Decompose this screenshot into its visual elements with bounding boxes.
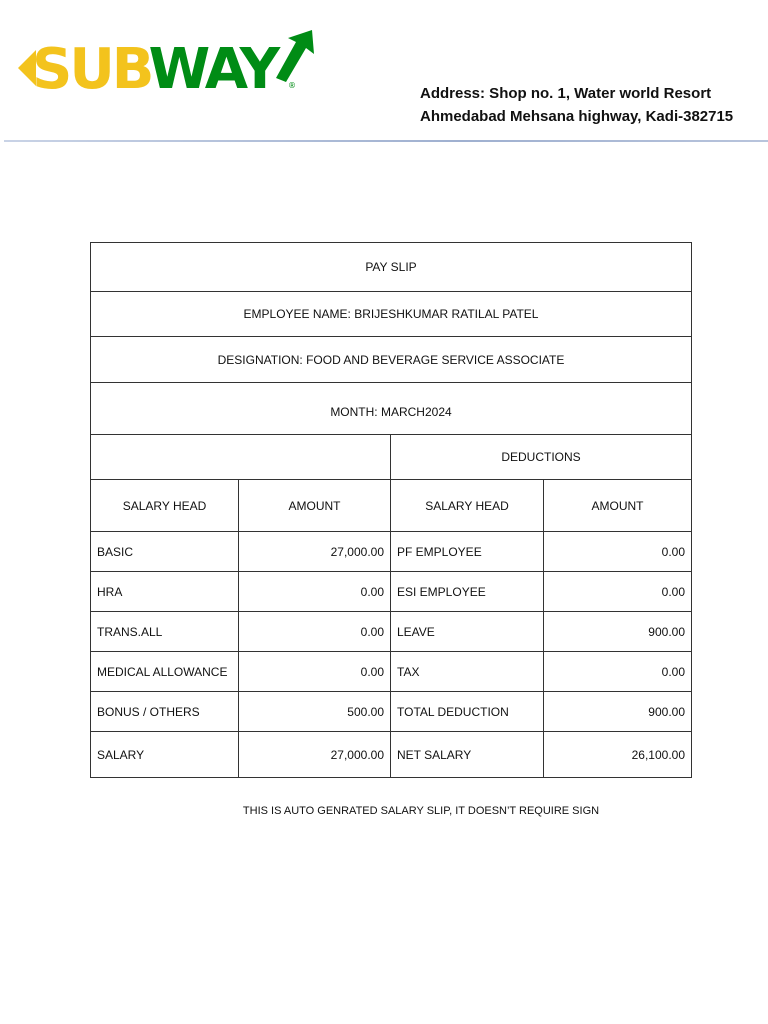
payslip-title: PAY SLIP [91, 243, 692, 292]
designation: DESIGNATION: FOOD AND BEVERAGE SERVICE ASSOCIATE [91, 337, 692, 383]
address-line-2: Ahmedabad Mehsana highway, Kadi-382715 [420, 108, 734, 125]
earning-label: MEDICAL ALLOWANCE [91, 652, 239, 692]
deduction-label: PF EMPLOYEE [391, 532, 544, 572]
table-row [91, 572, 692, 612]
col-header-earning-amount: AMOUNT [239, 480, 391, 532]
table-row [91, 732, 692, 778]
earning-label: BASIC [91, 532, 239, 572]
earning-amount: 0.00 [239, 612, 391, 652]
earning-label: BONUS / OTHERS [91, 692, 239, 732]
deduction-label: NET SALARY [391, 732, 544, 778]
deduction-amount: 900.00 [544, 612, 692, 652]
header-divider [4, 140, 768, 142]
logo-text: SUBWAY [32, 37, 278, 100]
deduction-label: LEAVE [391, 612, 544, 652]
col-header-deduction-amount: AMOUNT [544, 480, 692, 532]
earning-label: HRA [91, 572, 239, 612]
earnings-header-blank [91, 435, 391, 480]
earning-amount: 0.00 [239, 652, 391, 692]
payslip-table [90, 242, 692, 778]
pay-month: MONTH: MARCH2024 [91, 383, 692, 435]
col-header-earning-head: SALARY HEAD [91, 480, 239, 532]
employee-name: EMPLOYEE NAME: BRIJESHKUMAR RATILAL PATEL [91, 292, 692, 337]
store-address [420, 82, 733, 128]
deduction-amount: 900.00 [544, 692, 692, 732]
deductions-header: DEDUCTIONS [391, 435, 692, 480]
table-row [91, 692, 692, 732]
earning-label: TRANS.ALL [91, 612, 239, 652]
deduction-label: TOTAL DEDUCTION [391, 692, 544, 732]
deduction-label: ESI EMPLOYEE [391, 572, 544, 612]
auto-generated-note: THIS IS AUTO GENRATED SALARY SLIP, IT DOESN’T REQUIRE SIGN [242, 805, 600, 817]
table-row [91, 532, 692, 572]
earning-amount: 0.00 [239, 572, 391, 612]
subway-logo [14, 22, 324, 105]
deduction-amount: 0.00 [544, 652, 692, 692]
earning-amount: 27,000.00 [239, 732, 391, 778]
table-row [91, 652, 692, 692]
deduction-amount: 0.00 [544, 572, 692, 612]
registered-mark: ® [288, 81, 296, 90]
col-header-deduction-head: SALARY HEAD [391, 480, 544, 532]
logo-right-arrow [276, 30, 314, 82]
earning-label: SALARY [91, 732, 239, 778]
table-row [91, 612, 692, 652]
deduction-amount: 0.00 [544, 532, 692, 572]
earning-amount: 27,000.00 [239, 532, 391, 572]
earning-amount: 500.00 [239, 692, 391, 732]
deduction-amount: 26,100.00 [544, 732, 692, 778]
deduction-label: TAX [391, 652, 544, 692]
address-line-1: Address: Shop no. 1, Water world Resort [420, 85, 712, 102]
